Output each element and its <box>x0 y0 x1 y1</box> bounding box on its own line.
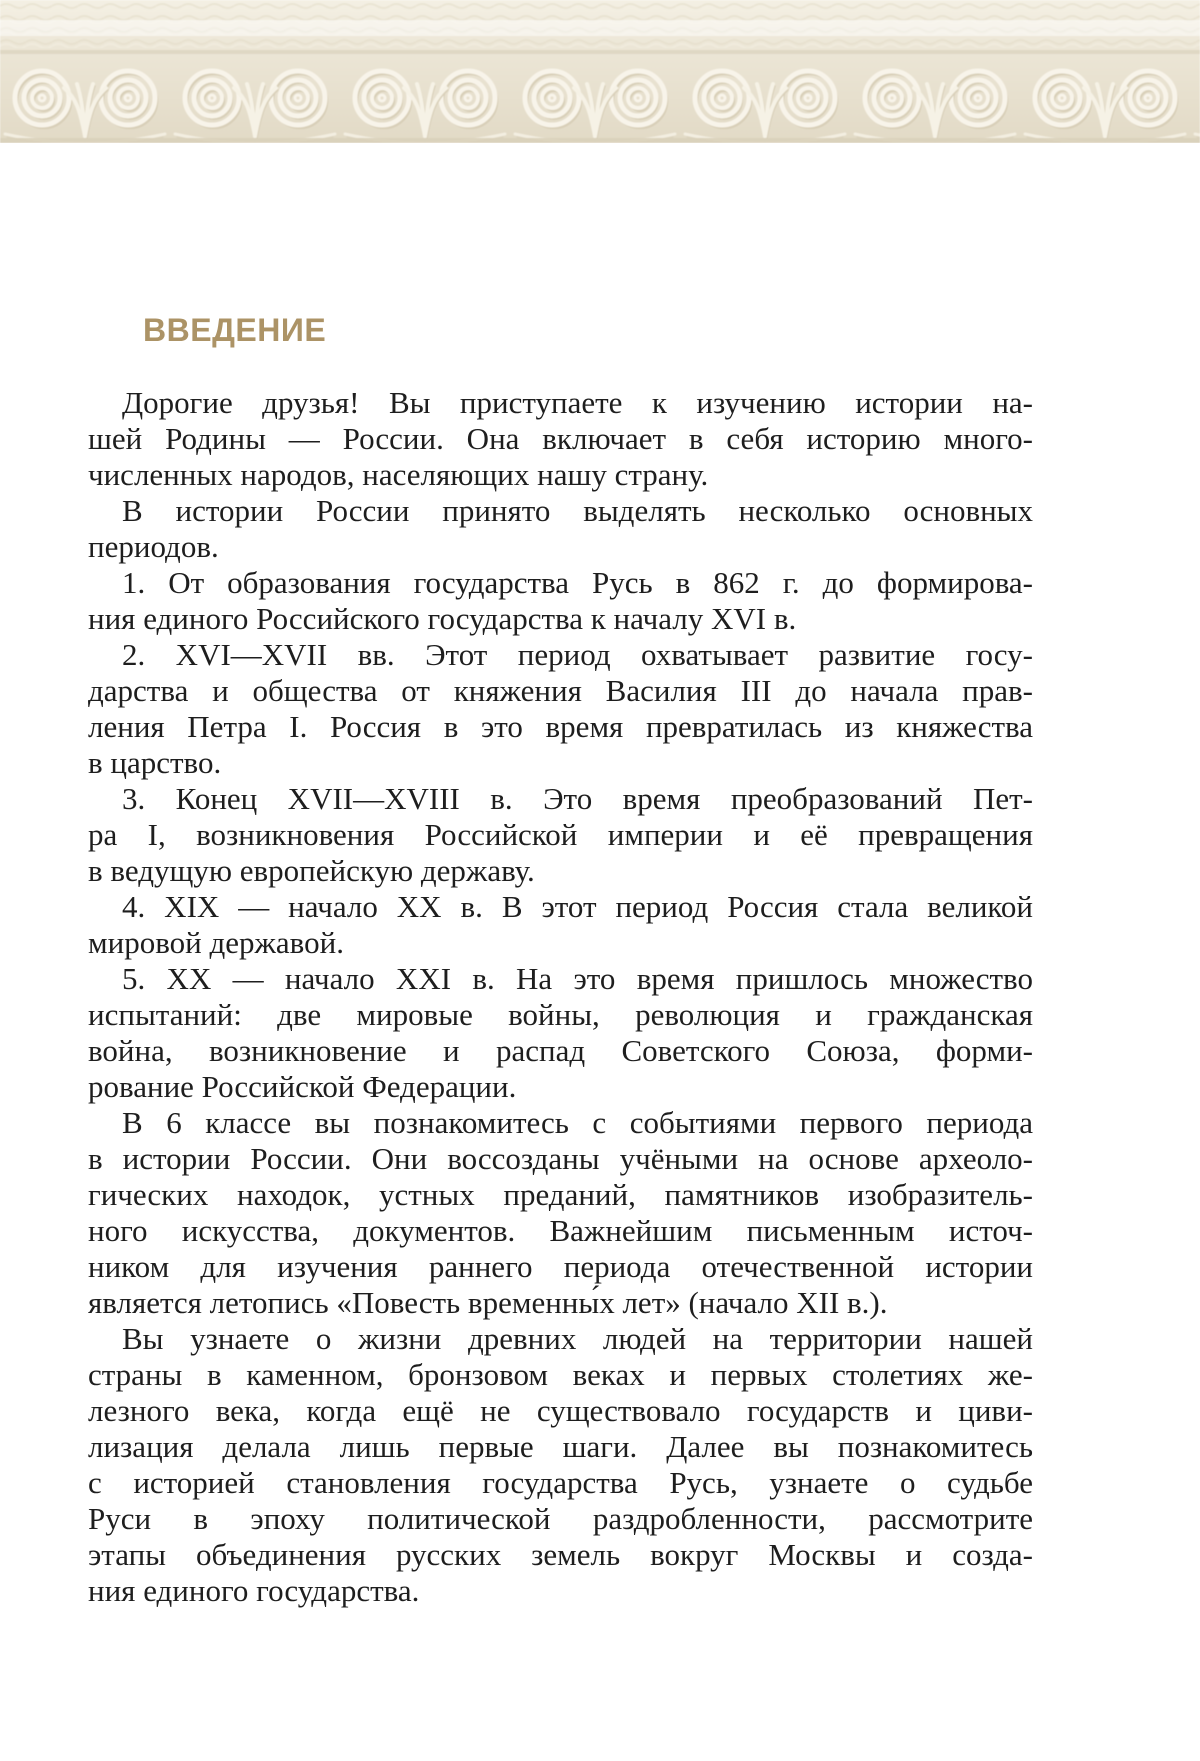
text-line: шей Родины — России. Она включает в себя историю много- <box>88 421 1033 456</box>
text-line: этапы объединения русских земель вокруг Москвы и созда- <box>88 1537 1033 1572</box>
text-line: ра I, возникновения Российской империи и её превращения <box>88 817 1033 852</box>
text-line: Руси в эпоху политической раздробленности, рассмотрите <box>88 1501 1033 1536</box>
paragraph <box>88 961 1033 1105</box>
text-line: ления Петра I. Россия в это время превратилась из княжества <box>88 709 1033 744</box>
text-line: рование Российской Федерации. <box>88 1069 517 1104</box>
text-line: Дорогие друзья! Вы приступаете к изучению истории на- <box>122 385 1033 420</box>
text-line: гических находок, устных преданий, памятников изобразитель- <box>88 1177 1033 1212</box>
paragraph <box>88 493 1033 565</box>
text-line: 1. От образования государства Русь в 862 г. до формирова- <box>122 565 1033 600</box>
paragraph <box>88 565 1033 637</box>
text-line: 3. Конец XVII—XVIII в. Это время преобразований Пет- <box>122 781 1033 816</box>
paragraph <box>88 889 1033 961</box>
text-line: лизация делала лишь первые шаги. Далее вы познакомитесь <box>88 1429 1033 1464</box>
text-line: война, возникновение и распад Советского Союза, форми- <box>88 1033 1033 1068</box>
text-line: ния единого Российского государства к началу XVI в. <box>88 601 797 636</box>
page-content <box>88 143 1033 1609</box>
frieze-ornament <box>0 0 1200 143</box>
text-line: испытаний: две мировые войны, революция и гражданская <box>88 997 1033 1032</box>
text-line: лезного века, когда ещё не существовало государств и циви- <box>88 1393 1033 1428</box>
text-line: мировой державой. <box>88 925 344 960</box>
text-line: В 6 классе вы познакомитесь с событиями первого периода <box>122 1105 1033 1140</box>
text-line: является летопись «Повесть временны́х лет» (начало XII в.). <box>88 1285 888 1320</box>
text-line: дарства и общества от княжения Василия III до начала прав- <box>88 673 1033 708</box>
text-line: численных народов, населяющих нашу страну. <box>88 457 709 492</box>
page-title: ВВЕДЕНИЕ <box>143 312 327 348</box>
text-line: в царство. <box>88 745 222 780</box>
text-line: страны в каменном, бронзовом веках и первых столетиях же- <box>88 1357 1033 1392</box>
paragraph <box>88 1321 1033 1609</box>
text-line: ником для изучения раннего периода отечественной истории <box>88 1249 1033 1284</box>
paragraph <box>88 385 1033 493</box>
text-line: 2. XVI—XVII вв. Этот период охватывает развитие госу- <box>122 637 1033 672</box>
body-text <box>88 385 1033 1609</box>
text-line: с историей становления государства Русь, узнаете о судьбе <box>88 1465 1033 1500</box>
text-line: 5. XX — начало XXI в. На это время пришлось множество <box>122 961 1033 996</box>
text-line: в ведущую европейскую державу. <box>88 853 535 888</box>
paragraph <box>88 1105 1033 1321</box>
text-line: ного искусства, документов. Важнейшим письменным источ- <box>88 1213 1033 1248</box>
text-line: Вы узнаете о жизни древних людей на территории нашей <box>122 1321 1033 1356</box>
paragraph <box>88 781 1033 889</box>
ornament-band <box>0 0 1200 143</box>
paragraph <box>88 637 1033 781</box>
text-line: 4. XIX — начало XX в. В этот период Россия стала великой <box>122 889 1033 924</box>
text-line: периодов. <box>88 529 219 564</box>
text-line: В истории России принято выделять несколько основных <box>122 493 1033 528</box>
text-line: в истории России. Они воссозданы учёными на основе археоло- <box>88 1141 1033 1176</box>
text-line: ния единого государства. <box>88 1573 420 1608</box>
